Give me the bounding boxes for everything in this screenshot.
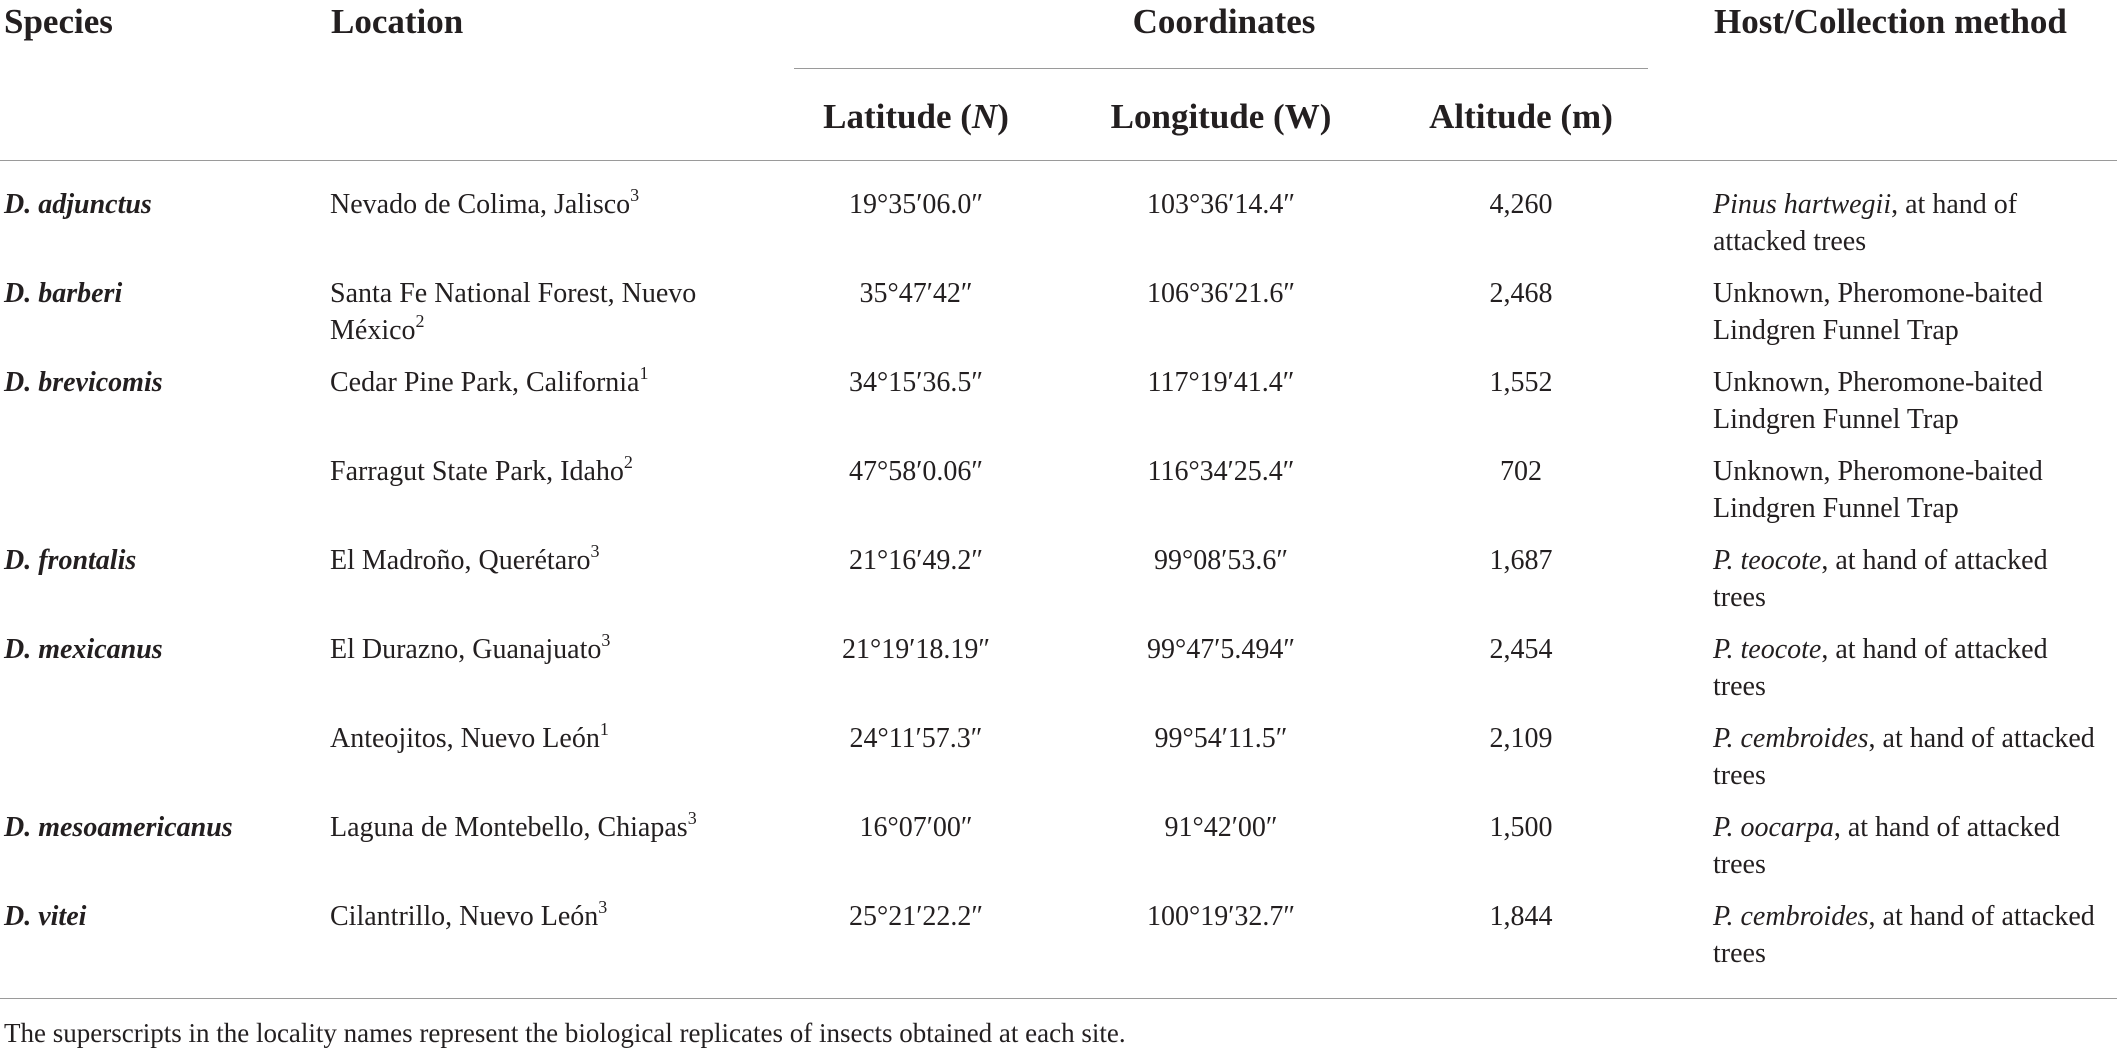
location-name: El Madroño, Querétaro$^3$ bbox=[330, 541, 600, 576]
altitude-value: 1,687 bbox=[1489, 545, 1553, 576]
latitude-value: 34°15′36.5″ bbox=[849, 367, 983, 398]
host-method: P. teocote, at hand of attacked trees bbox=[1713, 634, 2048, 702]
latitude-value: 21°16′49.2″ bbox=[849, 545, 983, 576]
species-name: D. adjunctus bbox=[4, 189, 152, 220]
host-method: Unknown, Pheromone-baited Lindgren Funnel Trap bbox=[1713, 278, 2043, 346]
latitude-value: 16°07′00″ bbox=[859, 812, 973, 843]
latitude-value: 35°47′42″ bbox=[859, 278, 973, 309]
species-name: D. mexicanus bbox=[4, 634, 163, 665]
table-footnote: The superscripts in the locality names represent the biological replicates of insects obtained at each site. bbox=[4, 1018, 1126, 1048]
header-latitude: Latitude (N) bbox=[823, 97, 1009, 136]
header-altitude: Altitude (m) bbox=[1429, 97, 1613, 136]
location-name: Anteojitos, Nuevo León$^1$ bbox=[330, 719, 609, 754]
header-coordinates: Coordinates bbox=[1132, 2, 1316, 41]
location-name: El Durazno, Guanajuato$^3$ bbox=[330, 630, 611, 665]
longitude-value: 100°19′32.7″ bbox=[1147, 901, 1295, 932]
header-rule bbox=[0, 160, 2117, 161]
altitude-value: 1,500 bbox=[1489, 812, 1553, 843]
location-name: Nevado de Colima, Jalisco$^3$ bbox=[330, 185, 640, 220]
altitude-value: 2,109 bbox=[1489, 723, 1553, 754]
longitude-value: 99°08′53.6″ bbox=[1154, 545, 1288, 576]
latitude-value: 19°35′06.0″ bbox=[849, 189, 983, 220]
latitude-value: 25°21′22.2″ bbox=[849, 901, 983, 932]
altitude-value: 1,552 bbox=[1489, 367, 1553, 398]
altitude-value: 2,454 bbox=[1489, 634, 1553, 665]
longitude-value: 91°42′00″ bbox=[1164, 812, 1278, 843]
species-name: D. mesoamericanus bbox=[4, 812, 233, 843]
longitude-value: 117°19′41.4″ bbox=[1147, 367, 1295, 398]
location-name: Santa Fe National Forest, Nuevo México$^2$ bbox=[330, 278, 697, 346]
host-method: P. teocote, at hand of attacked trees bbox=[1713, 545, 2048, 613]
host-method: P. cembroides, at hand of attacked trees bbox=[1713, 723, 2095, 791]
longitude-value: 99°54′11.5″ bbox=[1154, 723, 1288, 754]
location-name: Farragut State Park, Idaho$^2$ bbox=[330, 452, 633, 487]
header-host: Host/Collection method bbox=[1714, 2, 2067, 41]
location-name: Laguna de Montebello, Chiapas$^3$ bbox=[330, 808, 697, 843]
location-name: Cilantrillo, Nuevo León$^3$ bbox=[330, 897, 608, 932]
latitude-value: 21°19′18.19″ bbox=[842, 634, 990, 665]
header-longitude: Longitude (W) bbox=[1110, 97, 1332, 136]
header-species: Species bbox=[4, 2, 113, 41]
host-method: P. oocarpa, at hand of attacked trees bbox=[1713, 812, 2061, 880]
altitude-value: 702 bbox=[1500, 456, 1542, 487]
longitude-value: 116°34′25.4″ bbox=[1147, 456, 1295, 487]
altitude-value: 2,468 bbox=[1489, 278, 1553, 309]
host-method: P. cembroides, at hand of attacked trees bbox=[1713, 901, 2095, 969]
species-name: D. barberi bbox=[4, 278, 123, 309]
bottom-rule bbox=[0, 998, 2117, 999]
species-name: D. vitei bbox=[4, 901, 87, 932]
longitude-value: 99°47′5.494″ bbox=[1147, 634, 1295, 665]
latitude-value: 47°58′0.06″ bbox=[849, 456, 983, 487]
latitude-value: 24°11′57.3″ bbox=[849, 723, 983, 754]
altitude-value: 1,844 bbox=[1489, 901, 1553, 932]
header-location: Location bbox=[331, 2, 464, 41]
longitude-value: 106°36′21.6″ bbox=[1147, 278, 1295, 309]
species-name: D. frontalis bbox=[4, 545, 137, 576]
host-method: Pinus hartwegii, at hand of attacked trees bbox=[1713, 189, 2018, 257]
longitude-value: 103°36′14.4″ bbox=[1147, 189, 1295, 220]
coordinates-rule bbox=[794, 68, 1648, 69]
host-method: Unknown, Pheromone-baited Lindgren Funnel Trap bbox=[1713, 456, 2043, 524]
host-method: Unknown, Pheromone-baited Lindgren Funnel Trap bbox=[1713, 367, 2043, 435]
location-name: Cedar Pine Park, California$^1$ bbox=[330, 363, 649, 398]
species-name: D. brevicomis bbox=[4, 367, 163, 398]
altitude-value: 4,260 bbox=[1489, 189, 1553, 220]
